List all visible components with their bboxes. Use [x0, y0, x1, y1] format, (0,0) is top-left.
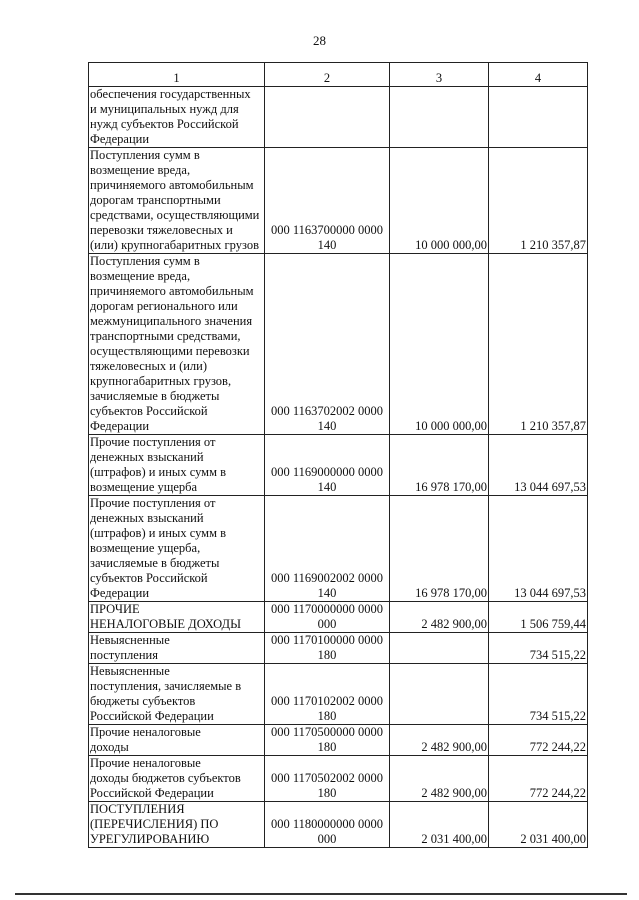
column-number-3: 3	[390, 63, 489, 87]
table-row	[89, 602, 588, 633]
actual-amount-cell: 13 044 697,53	[489, 435, 588, 496]
table-row	[89, 725, 588, 756]
table-row	[89, 254, 588, 435]
revenue-name-cell: ПОСТУПЛЕНИЯ (ПЕРЕЧИСЛЕНИЯ) ПО УРЕГУЛИРОВАНИЮ	[89, 802, 265, 848]
planned-amount-cell: 2 482 900,00	[390, 756, 489, 802]
revenue-name-cell: Поступления сумм в возмещение вреда, причиняемого автомобильным дорогам регионального или межмуниципального значения транспортными средствами, осуществляющими перевозки тяжеловесных и (или) крупногабаритных грузов, зачисляемые в бюджеты субъектов Российской Федерации	[89, 254, 265, 435]
classification-code-cell: 000 1170000000 0000 000	[265, 602, 390, 633]
classification-code-cell: 000 1163700000 0000 140	[265, 148, 390, 254]
actual-amount-cell: 734 515,22	[489, 664, 588, 725]
actual-amount-cell: 13 044 697,53	[489, 496, 588, 602]
classification-code-cell: 000 1170102002 0000 180	[265, 664, 390, 725]
planned-amount-cell: 2 031 400,00	[390, 802, 489, 848]
table-row	[89, 664, 588, 725]
revenue-name-cell: Поступления сумм в возмещение вреда, причиняемого автомобильным дорогам транспортными средствами, осуществляющими перевозки тяжеловесных и (или) крупногабаритных грузов	[89, 148, 265, 254]
page-number: 28	[313, 33, 326, 48]
classification-code-cell: 000 1169000000 0000 140	[265, 435, 390, 496]
actual-amount-cell: 772 244,22	[489, 725, 588, 756]
planned-amount-cell: 10 000 000,00	[390, 254, 489, 435]
revenue-name-cell: обеспечения государственных и муниципальных нужд для нужд субъектов Российской Федерации	[89, 87, 265, 148]
revenue-name-cell: Прочие неналоговые доходы	[89, 725, 265, 756]
planned-amount-cell	[390, 87, 489, 148]
revenue-name-cell: Прочие поступления от денежных взысканий (штрафов) и иных сумм в возмещение ущерба	[89, 435, 265, 496]
actual-amount-cell: 1 210 357,87	[489, 254, 588, 435]
revenue-name-cell: ПРОЧИЕ НЕНАЛОГОВЫЕ ДОХОДЫ	[89, 602, 265, 633]
planned-amount-cell: 2 482 900,00	[390, 602, 489, 633]
table-row	[89, 756, 588, 802]
classification-code-cell: 000 1163702002 0000 140	[265, 254, 390, 435]
table-row	[89, 496, 588, 602]
planned-amount-cell	[390, 664, 489, 725]
classification-code-cell: 000 1180000000 0000 000	[265, 802, 390, 848]
planned-amount-cell	[390, 633, 489, 664]
classification-code-cell: 000 1170502002 0000 180	[265, 756, 390, 802]
planned-amount-cell: 16 978 170,00	[390, 496, 489, 602]
table-row	[89, 435, 588, 496]
page-bottom-rule	[15, 893, 627, 895]
revenue-name-cell: Прочие неналоговые доходы бюджетов субъектов Российской Федерации	[89, 756, 265, 802]
actual-amount-cell: 734 515,22	[489, 633, 588, 664]
column-number-4: 4	[489, 63, 588, 87]
classification-code-cell	[265, 87, 390, 148]
actual-amount-cell: 2 031 400,00	[489, 802, 588, 848]
table-row	[89, 802, 588, 848]
column-number-header-row	[89, 63, 588, 87]
revenue-name-cell: Невыясненные поступления, зачисляемые в бюджеты субъектов Российской Федерации	[89, 664, 265, 725]
actual-amount-cell: 1 210 357,87	[489, 148, 588, 254]
revenue-name-cell: Прочие поступления от денежных взысканий (штрафов) и иных сумм в возмещение ущерба, зачисляемые в бюджеты субъектов Российской Федерации	[89, 496, 265, 602]
table-row	[89, 87, 588, 148]
classification-code-cell: 000 1170100000 0000 180	[265, 633, 390, 664]
column-number-2: 2	[265, 63, 390, 87]
table-row	[89, 148, 588, 254]
actual-amount-cell	[489, 87, 588, 148]
planned-amount-cell: 16 978 170,00	[390, 435, 489, 496]
planned-amount-cell: 10 000 000,00	[390, 148, 489, 254]
planned-amount-cell: 2 482 900,00	[390, 725, 489, 756]
table-row	[89, 633, 588, 664]
classification-code-cell: 000 1169002002 0000 140	[265, 496, 390, 602]
classification-code-cell: 000 1170500000 0000 180	[265, 725, 390, 756]
actual-amount-cell: 772 244,22	[489, 756, 588, 802]
revenue-table	[88, 62, 588, 848]
column-number-1: 1	[89, 63, 265, 87]
revenue-name-cell: Невыясненные поступления	[89, 633, 265, 664]
actual-amount-cell: 1 506 759,44	[489, 602, 588, 633]
